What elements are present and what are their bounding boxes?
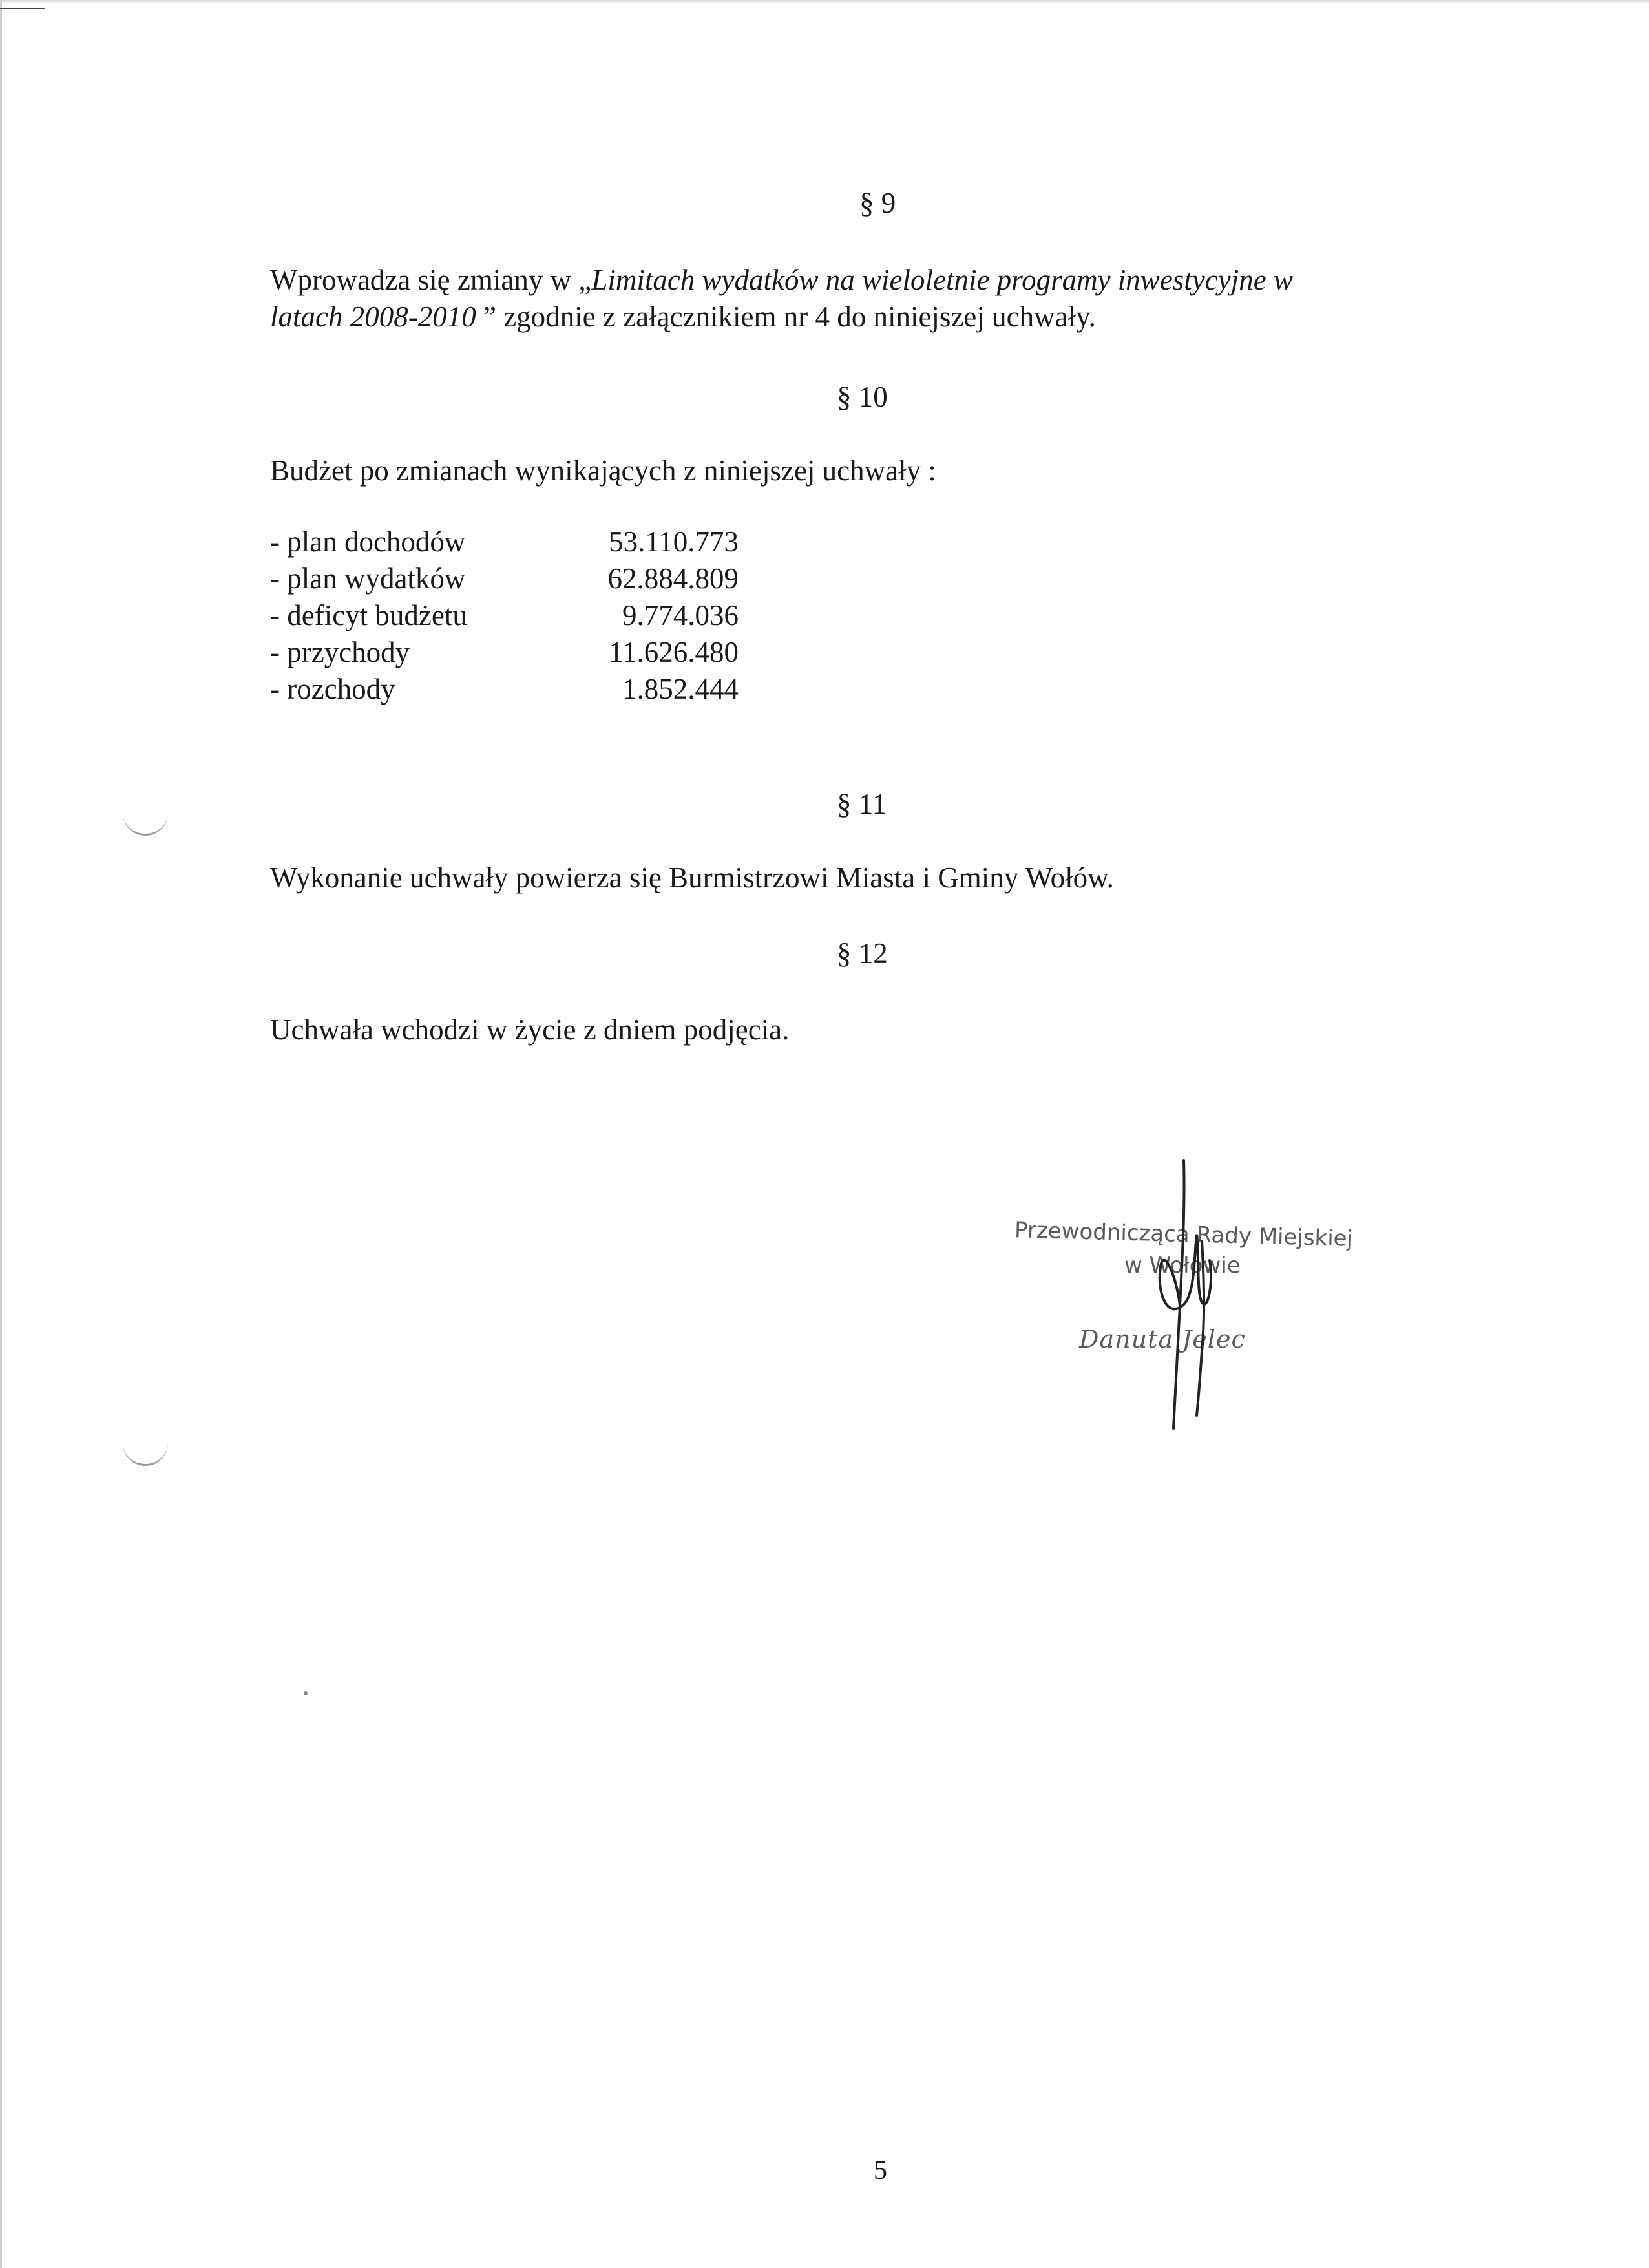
section-mark-12: § 12 [837,937,888,970]
paragraph-9-line-2 [270,299,1420,335]
budget-label: - plan dochodów [270,525,466,558]
budget-label: - deficyt budżetu [270,599,467,631]
paragraph-9-italic-title: Limitach wydatków na wieloletnie programy inwestycyjne w [591,264,1293,296]
budget-row [270,671,787,708]
page-number: 5 [874,2156,887,2185]
paragraph-11: Wykonanie uchwały powierza się Burmistrzowi Miasta i Gminy Wołów. [270,862,1114,894]
section-mark-10: § 10 [837,381,888,413]
budget-row [270,524,787,560]
budget-value: 11.626.480 [609,636,739,668]
budget-value: 53.110.773 [609,525,739,558]
budget-row [270,560,787,597]
scan-edge-left [0,0,2,2268]
scan-edge-top [0,0,1649,4]
stamp-location: w Wołowie [1124,1253,1241,1278]
scan-mark [0,8,45,9]
scan-speck [304,1691,308,1695]
budget-value: 1.852.444 [622,673,739,705]
handwritten-signature [1137,1157,1266,1435]
section-mark-9: § 9 [859,187,896,219]
punch-hole-mark [123,808,168,836]
punch-hole-mark [123,1438,168,1466]
paragraph-10: Budżet po zmianach wynikających z niniejszej uchwały : [270,454,936,487]
paragraph-9-italic-years: latach 2008-2010 [270,301,483,333]
stamp-name: Danuta Jelec [1079,1325,1246,1353]
paragraph-9 [270,262,1420,335]
budget-row [270,634,787,671]
paragraph-9-text-end: ” zgodnie z załącznikiem nr 4 do niniejszej uchwały. [483,301,1096,333]
paragraph-9-line-1 [270,262,1420,299]
paragraph-12: Uchwała wchodzi w życie z dniem podjęcia. [270,1013,790,1046]
stamp-title: Przewodnicząca Rady Miejskiej [1014,1217,1354,1252]
budget-label: - przychody [270,636,410,668]
paragraph-9-text-start: Wprowadza się zmiany w „ [270,264,592,296]
budget-label: - rozchody [270,673,395,705]
budget-value: 62.884.809 [607,562,739,595]
section-mark-11: § 11 [837,788,887,820]
budget-label: - plan wydatków [270,562,466,595]
budget-value: 9.774.036 [622,599,739,631]
budget-summary-list [270,524,787,708]
budget-row [270,597,787,634]
